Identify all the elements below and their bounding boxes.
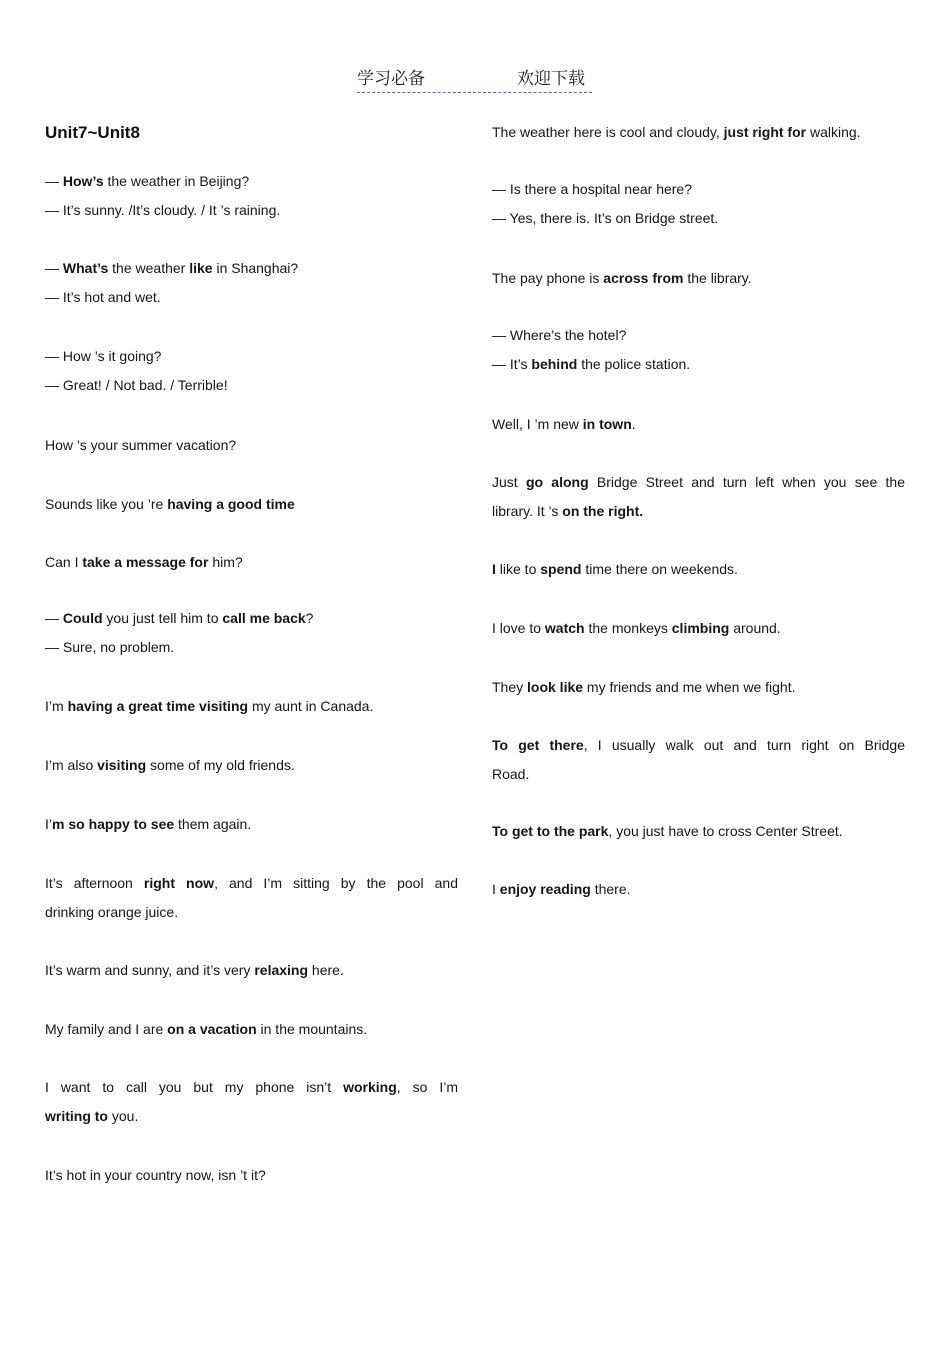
text-run: I — [492, 881, 500, 897]
dialogue-line — [45, 196, 458, 225]
text-run: — — [45, 610, 63, 626]
text-run: I want to call you but my phone isn’t — [45, 1079, 344, 1095]
key-phrase: right now — [143, 875, 215, 891]
text-line — [45, 692, 458, 721]
text-line — [45, 490, 458, 519]
dialogue-line — [45, 167, 458, 196]
text-run: walking. — [806, 124, 861, 140]
example-sentence — [492, 614, 905, 643]
text-line — [492, 175, 905, 204]
text-run: here. — [308, 962, 344, 978]
example-sentence — [45, 490, 458, 519]
header-right-text: 欢迎下载 — [517, 69, 585, 89]
text-run: — It’s — [492, 356, 532, 372]
text-run: — How ’s it going? — [45, 348, 162, 364]
dialogue-line — [45, 371, 458, 400]
text-line — [45, 956, 458, 985]
text-run: Can I — [45, 554, 83, 570]
text-run: The pay phone is — [492, 270, 604, 286]
text-run: drinking orange juice. — [45, 904, 179, 920]
text-run: Sounds like you ’re — [45, 496, 168, 512]
key-phrase: call me back — [222, 610, 306, 626]
key-phrase: How’s — [62, 173, 104, 189]
text-line — [492, 350, 905, 379]
dialogue-line — [492, 204, 905, 233]
text-line — [45, 1161, 458, 1190]
example-sentence — [45, 1073, 458, 1131]
text-line — [492, 760, 905, 789]
text-run: — It’s hot and wet. — [45, 289, 161, 305]
text-run: the weather in Beijing? — [103, 173, 250, 189]
key-phrase: in town — [582, 416, 632, 432]
key-phrase: writing to — [45, 1108, 108, 1124]
text-line — [45, 548, 458, 577]
example-sentence — [492, 118, 905, 147]
example-sentence — [45, 810, 458, 839]
text-run: , you just have to cross Center Street. — [608, 823, 843, 839]
text-line — [492, 497, 905, 526]
key-phrase: having a great time visiting — [67, 698, 249, 714]
text-line — [492, 731, 905, 760]
text-run: some of my old friends. — [146, 757, 295, 773]
text-run: — Is there a hospital near here? — [492, 181, 693, 197]
example-sentence — [492, 555, 905, 584]
text-line — [45, 604, 458, 633]
text-line — [492, 118, 905, 147]
text-line — [45, 431, 458, 460]
text-run: the weather — [108, 260, 190, 276]
text-line — [492, 321, 905, 350]
text-line — [45, 283, 458, 312]
dialogue-line — [45, 342, 458, 371]
example-sentence — [492, 410, 905, 439]
text-run: — Great! / Not bad. / Terrible! — [45, 377, 228, 393]
dialogue-line — [45, 254, 458, 283]
text-run: , I usually walk out and turn right on Bridge — [583, 737, 906, 753]
text-line — [492, 555, 905, 584]
text-run: I’ — [45, 816, 52, 832]
example-sentence — [45, 1015, 458, 1044]
example-sentence — [45, 692, 458, 721]
text-line — [45, 869, 458, 898]
dialogue-line — [45, 283, 458, 312]
text-line — [492, 875, 905, 904]
text-run: in the mountains. — [256, 1021, 368, 1037]
text-line — [45, 371, 458, 400]
text-line — [492, 410, 905, 439]
example-sentence — [492, 673, 905, 702]
text-line — [45, 751, 458, 780]
example-sentence — [45, 431, 458, 460]
text-run: — — [45, 260, 63, 276]
text-run: — It’s sunny. /It’s cloudy. / It ’s raining. — [45, 202, 281, 218]
text-run: you. — [108, 1108, 139, 1124]
text-run: , so I’m — [396, 1079, 458, 1095]
key-phrase: working — [343, 1079, 397, 1095]
text-line — [492, 817, 905, 846]
text-run: Well, I ’m new — [492, 416, 583, 432]
key-phrase: What’s — [62, 260, 109, 276]
example-sentence — [45, 956, 458, 985]
key-phrase: having a good time — [167, 496, 295, 512]
text-line — [45, 167, 458, 196]
key-phrase: To get there — [492, 737, 584, 753]
dialogue-line — [45, 633, 458, 662]
text-run: the library. — [683, 270, 752, 286]
text-run: — — [45, 173, 63, 189]
text-run: It’s afternoon — [45, 875, 144, 891]
text-run: I love to — [492, 620, 545, 636]
dialogue-line — [492, 350, 905, 379]
text-run: time there on weekends. — [581, 561, 738, 577]
text-run: — Yes, there is. It’s on Bridge street. — [492, 210, 719, 226]
text-run: My family and I are — [45, 1021, 168, 1037]
text-line — [45, 254, 458, 283]
text-line — [45, 633, 458, 662]
text-run: him? — [208, 554, 243, 570]
key-phrase: on a vacation — [167, 1021, 257, 1037]
key-phrase: across from — [603, 270, 684, 286]
text-run: How ’s your summer vacation? — [45, 437, 237, 453]
key-phrase: enjoy reading — [499, 881, 591, 897]
text-run: — Where’s the hotel? — [492, 327, 627, 343]
example-sentence — [45, 869, 458, 927]
text-line — [45, 196, 458, 225]
text-run: around. — [729, 620, 781, 636]
example-sentence — [492, 264, 905, 293]
dialogue-line — [45, 604, 458, 633]
key-phrase: visiting — [97, 757, 147, 773]
key-phrase: watch — [544, 620, 585, 636]
dialogue-line — [492, 321, 905, 350]
text-line — [45, 1015, 458, 1044]
example-sentence — [45, 548, 458, 577]
text-run: the police station. — [577, 356, 691, 372]
key-phrase: climbing — [671, 620, 730, 636]
text-run: Just — [492, 474, 526, 490]
text-run: — Sure, no problem. — [45, 639, 175, 655]
key-phrase: spend — [540, 561, 582, 577]
text-line — [492, 204, 905, 233]
text-line — [45, 1102, 458, 1131]
key-phrase: Could — [62, 610, 103, 626]
text-run: library. It ’s — [492, 503, 563, 519]
text-line — [45, 810, 458, 839]
text-line — [492, 614, 905, 643]
text-run: I’m also — [45, 757, 98, 773]
example-sentence — [45, 1161, 458, 1190]
dialogue-line — [492, 175, 905, 204]
example-sentence — [492, 731, 905, 789]
key-phrase: like — [189, 260, 213, 276]
example-sentence — [45, 751, 458, 780]
text-line — [45, 1073, 458, 1102]
text-run: like to — [495, 561, 541, 577]
text-line — [45, 342, 458, 371]
header-left-text: 学习必备 — [357, 69, 425, 89]
text-run: . — [631, 416, 636, 432]
text-run: , and I’m sitting by the pool and — [214, 875, 458, 891]
text-run: you just tell him to — [102, 610, 223, 626]
text-run: It’s hot in your country now, isn ’t it? — [45, 1167, 266, 1183]
example-sentence — [492, 817, 905, 846]
key-phrase: just right for — [723, 124, 807, 140]
key-phrase: I — [492, 561, 496, 577]
key-phrase: take a message for — [82, 554, 209, 570]
key-phrase: relaxing — [254, 962, 309, 978]
key-phrase: m so happy to see — [52, 816, 175, 832]
text-run: Road. — [492, 766, 530, 782]
key-phrase: on the right. — [562, 503, 644, 519]
key-phrase: behind — [531, 356, 578, 372]
text-run: Bridge Street and turn left when you see the — [588, 474, 905, 490]
text-run: there. — [590, 881, 631, 897]
text-run: my aunt in Canada. — [248, 698, 374, 714]
key-phrase: go along — [525, 474, 589, 490]
key-phrase: To get to the park — [492, 823, 609, 839]
text-run: They — [492, 679, 528, 695]
text-run: The weather here is cool and cloudy, — [492, 124, 724, 140]
text-run: them again. — [174, 816, 252, 832]
text-run: the monkeys — [584, 620, 672, 636]
page-header — [357, 66, 592, 93]
text-line — [492, 468, 905, 497]
text-run: ? — [305, 610, 314, 626]
text-line — [45, 898, 458, 927]
text-run: It’s warm and sunny, and it’s very — [45, 962, 255, 978]
text-run: in Shanghai? — [212, 260, 299, 276]
key-phrase: look like — [527, 679, 584, 695]
text-line — [492, 264, 905, 293]
text-run: I’m — [45, 698, 68, 714]
example-sentence — [492, 468, 905, 526]
text-run: my friends and me when we fight. — [583, 679, 796, 695]
unit-title: Unit7~Unit8 — [45, 123, 140, 142]
example-sentence — [492, 875, 905, 904]
text-line — [492, 673, 905, 702]
